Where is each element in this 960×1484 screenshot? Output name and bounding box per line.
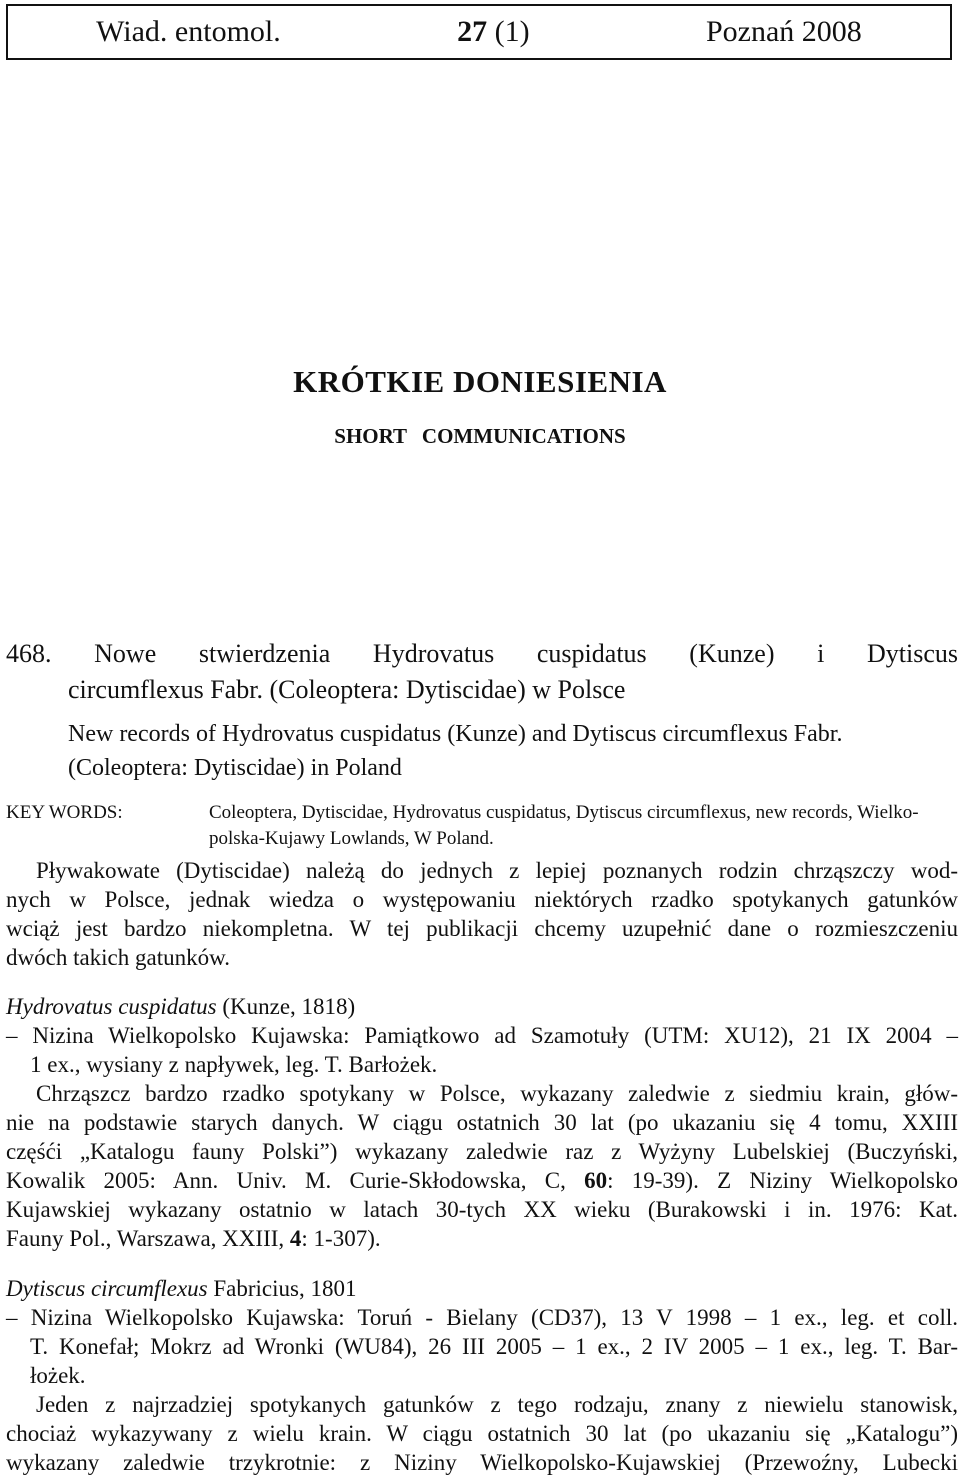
species-paragraph-line1: Chrząszcz bardzo rzadko spotykany w Polsce, wykazany zaledwie z siedmiu krain, głów- bbox=[36, 1081, 958, 1106]
species-heading bbox=[6, 992, 958, 1021]
species-name: Hydrovatus cuspidatus bbox=[6, 994, 217, 1019]
species-paragraph-line2: nie na podstawie starych danych. W ciągu ostatnich 30 lat (po ukazaniu się 4 tomu, XXIII bbox=[6, 1110, 958, 1135]
keywords bbox=[209, 800, 958, 852]
species-section-hydrovatus bbox=[6, 992, 958, 1253]
running-header bbox=[6, 4, 952, 60]
volume-number: 27 bbox=[457, 15, 488, 48]
journal-name: Wiad. entomol. bbox=[96, 15, 281, 48]
record-line2: T. Konefał; Mokrz ad Wronki (WU84), 26 III 2005 – 1 ex., 2 IV 2005 – 1 ex., leg. T. Bar- bbox=[30, 1334, 958, 1359]
record-line3: łożek. bbox=[30, 1363, 86, 1388]
species-section-dytiscus bbox=[6, 1274, 958, 1477]
text-part: Fauny Pol., Warszawa, XXIII, bbox=[6, 1226, 290, 1251]
species-author: Fabricius, 1801 bbox=[207, 1276, 357, 1301]
article-title-pl-line1: 468. Nowe stwierdzenia Hydrovatus cuspidatus (Kunze) i Dytiscus bbox=[6, 639, 958, 668]
text-part: : 19-39). Z Niziny Wielkopolsko bbox=[607, 1168, 959, 1193]
species-paragraph-line3: częśći „Katalogu fauny Polski”) wykazany zaledwie raz z Wyżyny Lubelskiej (Buczyński, bbox=[6, 1139, 958, 1164]
keywords-line1: Coleoptera, Dytiscidae, Hydrovatus cuspidatus, Dytiscus circumflexus, new records, Wielko- bbox=[209, 802, 919, 823]
journal-issue bbox=[457, 15, 529, 49]
species-author: (Kunze, 1818) bbox=[216, 994, 356, 1019]
intro-line4: dwóch takich gatunków. bbox=[6, 945, 230, 970]
intro-paragraph bbox=[6, 856, 958, 972]
species-paragraph-line3: wykazany zaledwie trzykrotnie: z Niziny Wielkopolsko-Kujawskiej (Przewoźny, Lubecki bbox=[6, 1450, 958, 1475]
article-title-en-line2: (Coleoptera: Dytiscidae) in Poland bbox=[68, 755, 402, 781]
publication-place-year: Poznań 2008 bbox=[705, 15, 862, 48]
record-line1: – Nizina Wielkopolsko Kujawska: Toruń - Bielany (CD37), 13 V 1998 – 1 ex., leg. et coll. bbox=[6, 1305, 958, 1330]
article-title-pl-line2: circumflexus Fabr. (Coleoptera: Dytiscidae) w Polsce bbox=[68, 675, 626, 704]
record-line1: – Nizina Wielkopolsko Kujawska: Pamiątkowo ad Szamotuły (UTM: XU12), 21 IX 2004 – bbox=[6, 1023, 958, 1048]
species-paragraph-line5: Kujawskiej wykazany ostatnio w latach 30-tych XX wieku (Burakowski i in. 1976: Kat. bbox=[6, 1197, 958, 1222]
text-bold-volume: 4 bbox=[289, 1226, 302, 1251]
text-part: : 1-307). bbox=[301, 1226, 381, 1251]
text-part: Kowalik 2005: Ann. Univ. M. Curie-Skłodowska, C, bbox=[6, 1168, 585, 1193]
section-subtitle: SHORT COMMUNICATIONS bbox=[334, 424, 626, 448]
intro-line1: Pływakowate (Dytiscidae) należą do jednych z lepiej poznanych rodzin chrząszczy wod- bbox=[36, 858, 958, 883]
article-title-en-line1: New records of Hydrovatus cuspidatus (Kunze) and Dytiscus circumflexus Fabr. bbox=[68, 721, 843, 747]
species-paragraph-line4 bbox=[6, 1166, 958, 1195]
record-line2: 1 ex., wysiany z napływek, leg. T. Barłożek. bbox=[30, 1052, 438, 1077]
keywords-label: KEY WORDS: bbox=[6, 802, 123, 823]
species-paragraph-line1: Jeden z najrzadziej spotykanych gatunków z tego rodzaju, znany z niewielu stanowisk, bbox=[36, 1392, 958, 1417]
section-title: KRÓTKIE DONIESIENIA bbox=[293, 364, 667, 399]
intro-line3: wciąż jest bardzo niekompletna. W tej publikacji chcemy uzupełnić dane o rozmieszczeniu bbox=[6, 916, 958, 941]
species-paragraph-line6 bbox=[6, 1224, 958, 1253]
species-name: Dytiscus circumflexus bbox=[6, 1276, 208, 1301]
intro-line2: nych w Polsce, jednak wiedza o występowaniu niektórych rzadko spotykanych gatunków bbox=[6, 887, 958, 912]
text-bold-volume: 60 bbox=[584, 1168, 608, 1193]
keywords-line2: polska-Kujawy Lowlands, W Poland. bbox=[209, 828, 494, 849]
species-heading bbox=[6, 1274, 958, 1303]
species-paragraph-line2: chociaż wykazywany z wielu krain. W ciągu ostatnich 30 lat (po ukazaniu się „Katalogu”) bbox=[6, 1421, 958, 1446]
issue-number: (1) bbox=[487, 15, 530, 48]
